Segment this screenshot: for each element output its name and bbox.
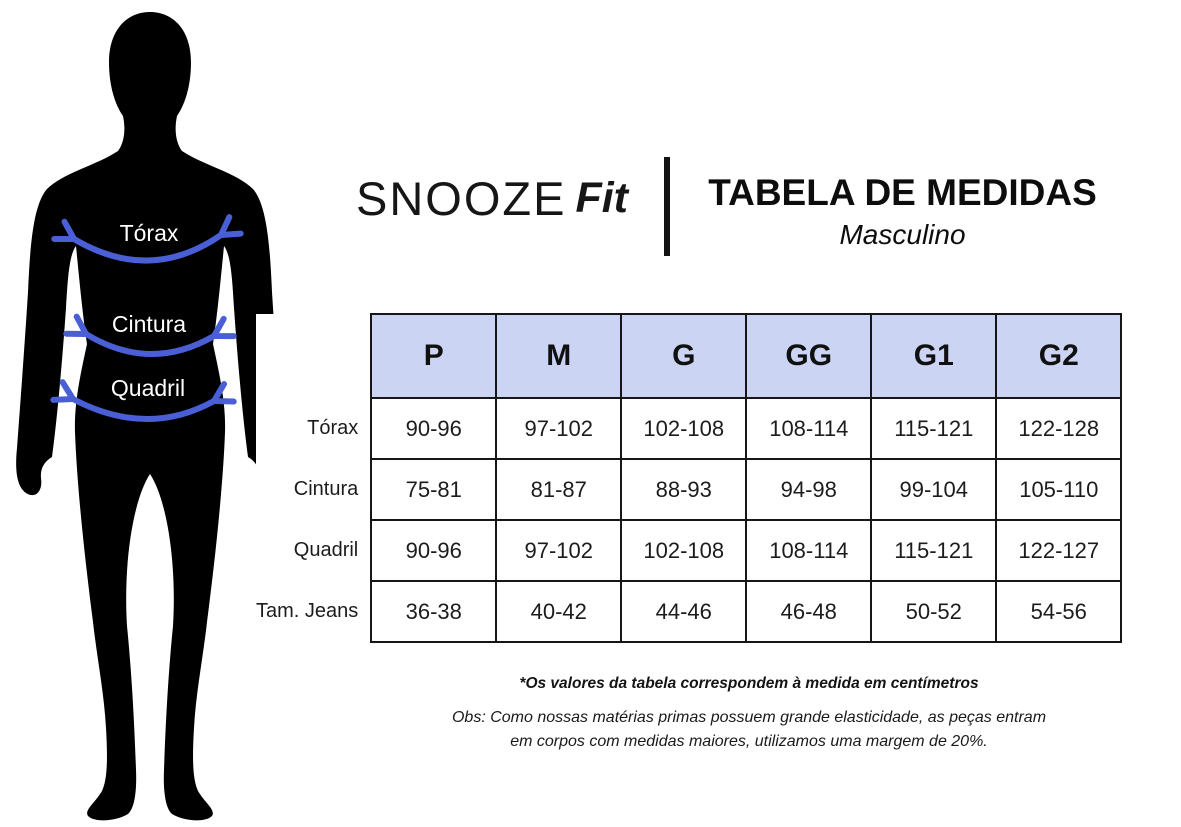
column-header-g2: G2 — [996, 314, 1121, 398]
table-row-torax — [256, 398, 1121, 459]
cell-jeans-p: 36-38 — [371, 581, 496, 642]
cintura-figure-label: Cintura — [111, 311, 187, 337]
row-label-tam-jeans: Tam. Jeans — [256, 581, 371, 642]
cell-cintura-p: 75-81 — [371, 459, 496, 520]
brand-logo — [356, 166, 641, 230]
row-label-quadril: Quadril — [256, 520, 371, 581]
column-header-gg: GG — [746, 314, 871, 398]
column-header-p: P — [371, 314, 496, 398]
cell-quadril-gg: 108-114 — [746, 520, 871, 581]
page-title: TABELA DE MEDIDAS — [708, 172, 1097, 213]
cell-torax-m: 97-102 — [496, 398, 621, 459]
table-row-tam-jeans — [256, 581, 1121, 642]
cell-quadril-m: 97-102 — [496, 520, 621, 581]
units-footnote: *Os valores da tabela correspondem à medida em centímetros — [519, 675, 979, 692]
column-header-g: G — [621, 314, 746, 398]
elasticity-footnote-line1: Obs: Como nossas matérias primas possuem grande elasticidade, as peças entram — [451, 709, 1047, 726]
title-block — [660, 172, 1145, 251]
table-corner-cell — [256, 314, 371, 398]
table-row-quadril — [256, 520, 1121, 581]
cell-quadril-g1: 115-121 — [871, 520, 996, 581]
cell-jeans-g1: 50-52 — [871, 581, 996, 642]
table-row-cintura — [256, 459, 1121, 520]
quadril-figure-label: Quadril — [110, 375, 186, 401]
cell-jeans-g: 44-46 — [621, 581, 746, 642]
cell-jeans-m: 40-42 — [496, 581, 621, 642]
cell-quadril-g: 102-108 — [621, 520, 746, 581]
cell-torax-gg: 108-114 — [746, 398, 871, 459]
brand-logo-suffix: Fit — [575, 173, 629, 222]
cell-cintura-g2: 105-110 — [996, 459, 1121, 520]
cell-torax-g2: 122-128 — [996, 398, 1121, 459]
page-subtitle: Masculino — [839, 219, 966, 250]
row-label-torax: Tórax — [256, 398, 371, 459]
cell-jeans-g2: 54-56 — [996, 581, 1121, 642]
cell-torax-g1: 115-121 — [871, 398, 996, 459]
table-header-row — [256, 314, 1121, 398]
size-table-container — [256, 313, 1122, 643]
size-table — [256, 313, 1122, 643]
cell-cintura-g: 88-93 — [621, 459, 746, 520]
column-header-m: M — [496, 314, 621, 398]
elasticity-footnote-line2: em corpos com medidas maiores, utilizamos uma margem de 20%. — [510, 733, 988, 750]
cell-cintura-m: 81-87 — [496, 459, 621, 520]
cell-torax-p: 90-96 — [371, 398, 496, 459]
cell-quadril-p: 90-96 — [371, 520, 496, 581]
cell-cintura-g1: 99-104 — [871, 459, 996, 520]
cell-quadril-g2: 122-127 — [996, 520, 1121, 581]
elasticity-footnote — [379, 706, 1119, 754]
cell-torax-g: 102-108 — [621, 398, 746, 459]
cell-cintura-gg: 94-98 — [746, 459, 871, 520]
brand-logo-name: SNOOZE — [356, 171, 567, 225]
row-label-cintura: Cintura — [256, 459, 371, 520]
cell-jeans-gg: 46-48 — [746, 581, 871, 642]
column-header-g1: G1 — [871, 314, 996, 398]
torax-figure-label: Tórax — [119, 220, 179, 246]
